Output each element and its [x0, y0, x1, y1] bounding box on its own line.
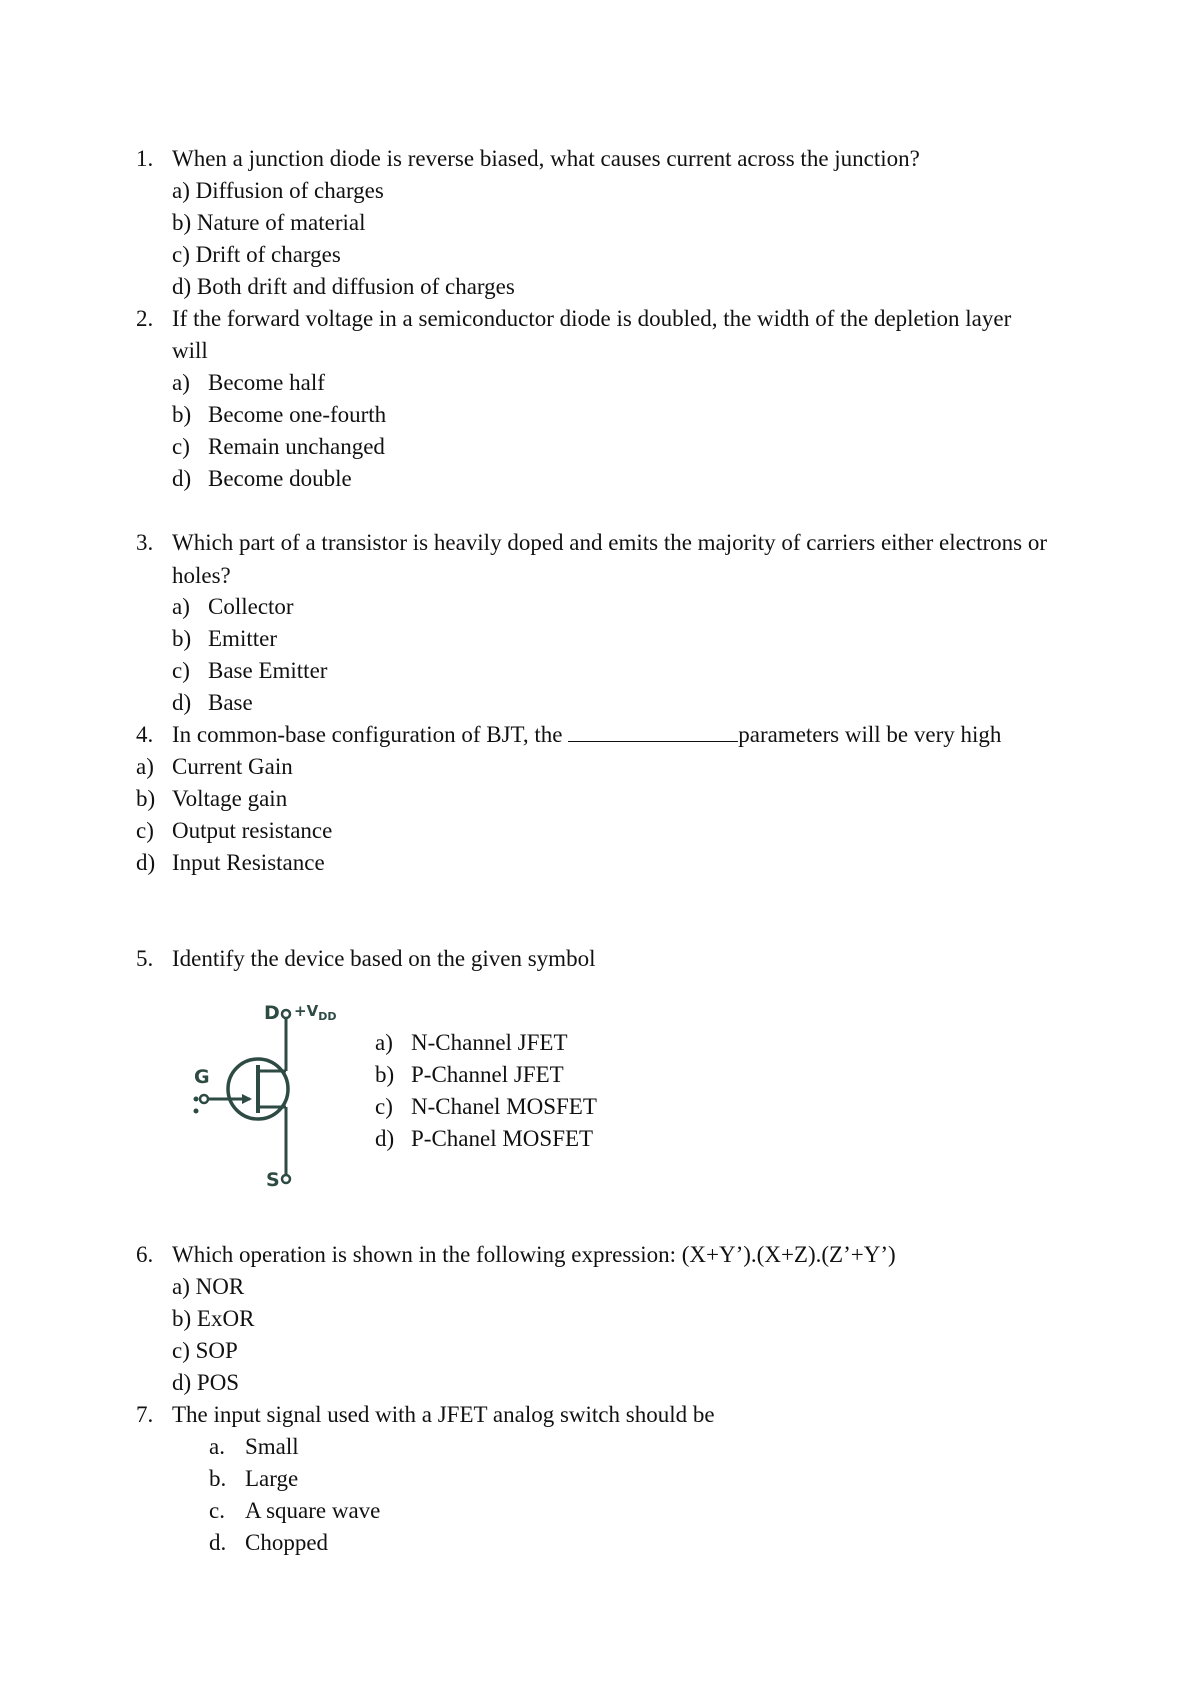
option — [172, 593, 294, 621]
option-label: d) — [172, 690, 192, 715]
option — [172, 625, 277, 653]
option-label: b) — [136, 786, 156, 811]
question-text-after-blank: parameters will be very high — [738, 722, 1002, 747]
option-label: a. — [209, 1434, 225, 1459]
option-label: d) — [375, 1126, 395, 1151]
option-text: Become half — [208, 370, 325, 395]
option — [375, 1061, 564, 1089]
option — [136, 817, 332, 845]
option-text: Become one-fourth — [208, 402, 387, 427]
option — [209, 1465, 298, 1493]
gate-label: G — [194, 1066, 210, 1088]
option — [136, 753, 293, 781]
option-label: a) — [172, 594, 190, 619]
answer-blank — [568, 723, 738, 742]
option-label: d. — [209, 1530, 227, 1555]
option-text: Current Gain — [172, 754, 293, 779]
vdd-subscript: DD — [318, 1010, 337, 1023]
option-label: b) — [375, 1062, 395, 1087]
gate-arrow — [242, 1094, 252, 1104]
question-text: Which operation is shown in the following expression: (X+Y’).(X+Z).(Z’+Y’) — [172, 1242, 896, 1267]
option — [172, 401, 386, 429]
gate-dot — [194, 1097, 199, 1102]
option: b) ExOR — [172, 1306, 255, 1331]
option — [172, 657, 327, 685]
option: b) Nature of material — [172, 210, 366, 235]
question-number: 6. — [136, 1242, 154, 1267]
drain-terminal — [282, 1010, 290, 1018]
option-text: Voltage gain — [172, 786, 288, 811]
option-text: Chopped — [245, 1530, 329, 1555]
option-text: N-Chanel MOSFET — [411, 1094, 597, 1119]
option — [172, 465, 352, 493]
option — [209, 1497, 380, 1525]
option-text: Base — [208, 690, 253, 715]
option — [172, 689, 253, 717]
option-label: b) — [172, 626, 192, 651]
option: d) Both drift and diffusion of charges — [172, 274, 515, 299]
option-label: c) — [172, 434, 190, 459]
question-text: When a junction diode is reverse biased, what causes current across the junction? — [172, 146, 920, 171]
option-text: Output resistance — [172, 818, 333, 843]
option-text: A square wave — [245, 1498, 381, 1523]
vdd-label — [294, 1002, 336, 1023]
option-text: P-Channel JFET — [411, 1062, 564, 1087]
option-label: d) — [172, 466, 192, 491]
option — [136, 849, 325, 877]
option-text: Collector — [208, 594, 294, 619]
option: a) Diffusion of charges — [172, 178, 384, 203]
option — [172, 369, 325, 397]
question-text: The input signal used with a JFET analog switch should be — [172, 1402, 715, 1427]
option-text: N-Channel JFET — [411, 1030, 568, 1055]
question-number: 7. — [136, 1402, 154, 1427]
option-text: Input Resistance — [172, 850, 325, 875]
option — [209, 1529, 328, 1557]
option-text: Become double — [208, 466, 352, 491]
question-text-before-blank: In common-base configuration of BJT, the — [172, 722, 569, 747]
option-text: Small — [245, 1434, 299, 1459]
question-text: Which part of a transistor is heavily doped and emits the majority of carriers either electrons or — [172, 530, 1047, 555]
question-number: 5. — [136, 946, 154, 971]
question-text-continued: holes? — [172, 563, 231, 588]
option — [172, 433, 385, 461]
option — [209, 1433, 299, 1461]
option-label: a) — [136, 754, 154, 779]
option: c) Drift of charges — [172, 242, 341, 267]
option — [375, 1093, 597, 1121]
option — [136, 785, 287, 813]
option-label: c) — [375, 1094, 393, 1119]
question-text: If the forward voltage in a semiconductor diode is doubled, the width of the depletion layer — [172, 306, 1012, 331]
option-label: c) — [172, 658, 190, 683]
drain-label: D — [264, 1002, 280, 1024]
option-label: a) — [172, 370, 190, 395]
jfet-symbol-icon — [190, 995, 350, 1210]
source-terminal — [282, 1175, 290, 1183]
question-text: Identify the device based on the given symbol — [172, 946, 596, 971]
option: d) POS — [172, 1370, 240, 1395]
vdd-text: +V — [294, 1002, 319, 1020]
option: c) SOP — [172, 1338, 238, 1363]
option-label: b) — [172, 402, 192, 427]
option-label: d) — [136, 850, 156, 875]
gate-dot — [194, 1109, 199, 1114]
option-text: Remain unchanged — [208, 434, 385, 459]
option-text: Emitter — [208, 626, 277, 651]
gate-terminal — [200, 1095, 208, 1103]
option — [375, 1125, 593, 1153]
question-number: 1. — [136, 146, 154, 171]
option-label: c) — [136, 818, 154, 843]
source-label: S — [266, 1169, 280, 1191]
question-text — [172, 721, 1001, 749]
option-text: Large — [245, 1466, 299, 1491]
option — [375, 1029, 568, 1057]
question-text-continued: will — [172, 338, 208, 363]
option-text: P-Chanel MOSFET — [411, 1126, 594, 1151]
question-number: 2. — [136, 306, 154, 331]
option-text: Base Emitter — [208, 658, 328, 683]
option-label: c. — [209, 1498, 225, 1523]
question-number: 3. — [136, 530, 154, 555]
option-label: a) — [375, 1030, 393, 1055]
option: a) NOR — [172, 1274, 245, 1299]
option-label: b. — [209, 1466, 227, 1491]
question-number: 4. — [136, 722, 154, 747]
